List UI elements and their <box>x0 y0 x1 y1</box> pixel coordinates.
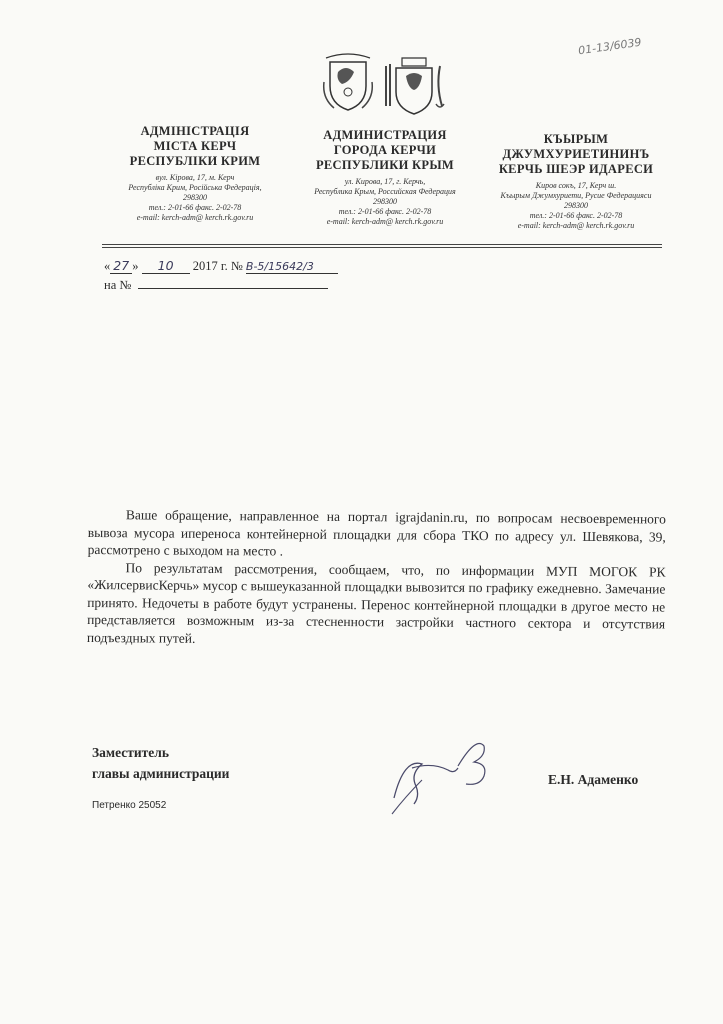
header-center-title-3: РЕСПУБЛИКИ КРЫМ <box>315 158 455 172</box>
letter-body <box>87 506 666 651</box>
header-left-title-1: АДМІНІСТРАЦІЯ <box>140 124 250 138</box>
header-center-address-2: Республика Крым, Российская Федерация <box>314 187 456 196</box>
header-right-title-1: КЪЫРЫМ <box>543 132 609 146</box>
header-center-title-1: АДМИНИСТРАЦИЯ <box>323 128 447 142</box>
executor-note: Петренко 25052 <box>92 800 167 811</box>
coat-of-arms-crimea-icon <box>322 52 374 114</box>
coat-of-arms-kerch-icon <box>382 50 446 116</box>
signatory-position-line-1: Заместитель <box>92 745 169 760</box>
header-right-title-2: ДЖУМХУРИЕТИНИНЪ <box>502 147 650 161</box>
header-center-phone: тел.: 2-01-66 факс. 2-02-78 <box>338 207 432 216</box>
reference-na-label: на № <box>104 278 132 292</box>
header-left-address-3: 298300 <box>183 193 207 202</box>
header-right-address-2: Къырым Джумхуриети, Русие Федерацияси <box>500 191 652 200</box>
header-right-email: e-mail: kerch-adm@ kerch.rk.gov.ru <box>517 221 635 230</box>
header-left-address-2: Республіка Крим, Російська Федерація, <box>128 183 262 192</box>
reference-number: В-5/15642/3 <box>246 260 338 274</box>
handwritten-signature <box>372 718 512 818</box>
header-center-title-2: ГОРОДА КЕРЧИ <box>333 143 437 157</box>
reference-year: 2017 г. № <box>192 259 243 273</box>
header-rule-bottom <box>102 247 662 248</box>
header-left-phone: тел.: 2-01-66 факс. 2-02-78 <box>148 203 242 212</box>
header-right-address-1: Киров сокъ, 17, Керч ш. <box>535 181 617 190</box>
header-russian-block <box>290 128 480 227</box>
header-center-email: e-mail: kerch-adm@ kerch.rk.gov.ru <box>326 217 444 226</box>
header-left-email: e-mail: kerch-adm@ kerch.rk.gov.ru <box>136 213 254 222</box>
header-ukrainian-block <box>100 124 290 223</box>
signatory-name: Е.Н. Адаменко <box>548 772 639 787</box>
reference-na-blank <box>138 288 328 289</box>
header-rule-top <box>102 244 662 245</box>
header-left-title-3: РЕСПУБЛІКИ КРИМ <box>129 154 261 168</box>
body-paragraph-2: По результатам рассмотрения, сообщаем, что, по информации МУП МОГОК РК «ЖилсервисКерчь» мусор с вышеуказанной площадки вывозится по графику ежедневно. Замечание принято. Недочеты в работе будут устранены. Перенос контейнерной площадки в другое место не представляется возможным из-за стесненности застройки частного сектора и отсутствия подъездных путей. <box>86 559 666 646</box>
header-right-title-3: КЕРЧЬ ШЕЭР ИДАРЕСИ <box>498 162 654 176</box>
header-center-address-1: ул. Кирова, 17, г. Керчь, <box>344 177 426 186</box>
signatory-position-line-2: главы администрации <box>92 766 230 781</box>
header-right-address-3: 298300 <box>564 201 588 210</box>
header-center-address-3: 298300 <box>373 197 397 206</box>
header-crimean-tatar-block <box>478 132 674 231</box>
header-right-phone: тел.: 2-01-66 факс. 2-02-78 <box>529 211 623 220</box>
reference-month: 10 <box>142 258 190 274</box>
corner-registration-note: 01-13/6039 <box>577 35 643 58</box>
header-left-title-2: МІСТА КЕРЧ <box>153 139 237 153</box>
reference-line: « 27 » 10 2017 г. № В-5/15642/3 <box>104 258 344 274</box>
reference-day: 27 <box>110 258 132 274</box>
header-left-address-1: вул. Кірова, 17, м. Керч <box>155 173 235 182</box>
reference-na-line <box>104 278 328 293</box>
signatory-position <box>92 742 229 784</box>
body-paragraph-1: Ваше обращение, направленное на портал igrajdanin.ru, по вопросам несвоевременного вывоза мусора ипереноса контейнерной площадки для сбора ТКО по адресу ул. Шевякова, 39, рассмотрено с выходом на место . <box>87 507 666 559</box>
